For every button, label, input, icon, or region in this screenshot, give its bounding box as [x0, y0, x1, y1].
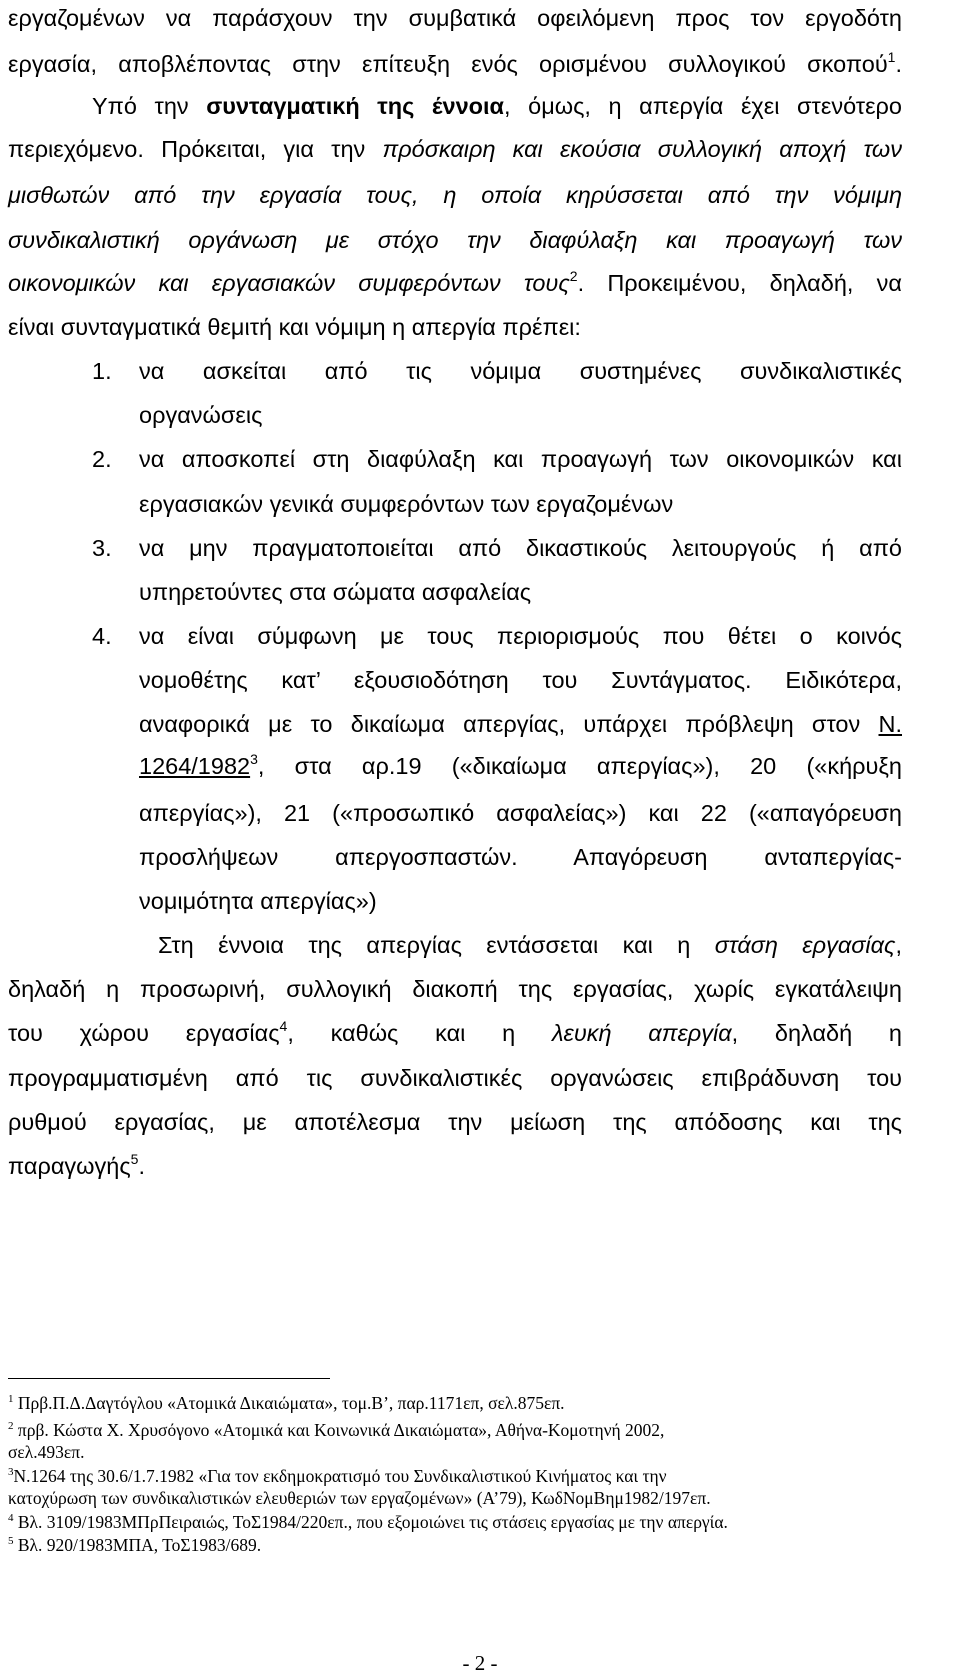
italic-phrase: πρόσκαιρη και εκούσια συλλογική αποχή των: [382, 136, 902, 162]
list-item: υπηρετούντες στα σώματα ασφαλείας: [139, 579, 532, 605]
body-line: ρυθμού εργασίας, με αποτέλεσμα την μείωση της απόδοσης και της: [8, 1109, 902, 1135]
list-item: νομιμότητα απεργίας»): [139, 888, 377, 914]
list-item: να ασκείται από τις νόμιμα συστημένες συνδικαλιστικές: [139, 358, 902, 384]
list-item: απεργίας»), 21 («προσωπικό ασφαλείας») και 22 («απαγόρευση: [139, 800, 902, 826]
list-item: να μην πραγματοποιείται από δικαστικούς λειτουργούς ή από: [139, 535, 902, 561]
list-item: να είναι σύμφωνη με τους περιορισμούς που θέτει ο κοινός: [139, 623, 902, 649]
body-line: εργαζομένων να παράσχουν την συμβατικά οφειλόμενη προς τον εργοδότη: [8, 5, 902, 31]
footnote: $^1$ Πρβ.Π.Δ.Δαγτόγλου «Ατομικά Δικαιώματα», τομ.Β’, παρ.1171επ, σελ.875επ.: [8, 1393, 565, 1413]
footnote-separator: [8, 1378, 330, 1379]
body-line: μισθωτών από την εργασία τους, η οποία κηρύσσεται από την νόμιμη: [8, 182, 902, 208]
list-number: 1.: [92, 358, 112, 384]
italic-phrase: οικονομικών και εργασιακών συμφερόντων τους: [8, 270, 570, 296]
italic-phrase: στάση εργασίας: [714, 932, 896, 958]
footnote: $^2$ πρβ. Κώστα Χ. Χρυσόγονο «Ατομικά και Κοινωνικά Δικαιώματα», Αθήνα-Κομοτηνή 2002,: [8, 1420, 665, 1440]
body-line: περιεχόμενο. Πρόκειται, για την πρόσκαιρη και εκούσια συλλογική αποχή των: [8, 136, 902, 162]
body-line: είναι συνταγματικά θεμιτή και νόμιμη η απεργία πρέπει:: [8, 314, 581, 340]
body-line: συνδικαλιστική οργάνωση με στόχο την διαφύλαξη και προαγωγή των: [8, 227, 902, 253]
body-line: εργασία, αποβλέποντας στην επίτευξη ενός ορισμένου συλλογικού σκοπού$^1$.: [8, 49, 902, 77]
footnote-ref[interactable]: 2: [569, 268, 578, 284]
law-link[interactable]: Ν.: [878, 711, 902, 737]
footnote: $^4$ Βλ. 3109/1983ΜΠρΠειραιώς, ΤοΣ1984/220επ., που εξομοιώνει τις στάσεις εργασίας με την απεργία.: [8, 1512, 728, 1532]
body-line: του χώρου εργασίας$^4$, καθώς και η λευκή απεργία, δηλαδή η: [8, 1018, 902, 1046]
list-item: να αποσκοπεί στη διαφύλαξη και προαγωγή των οικονομικών και: [139, 446, 902, 472]
body-line: δηλαδή η προσωρινή, συλλογική διακοπή της εργασίας, χωρίς εγκατάλειψη: [8, 976, 902, 1002]
italic-phrase: λευκή απεργία: [551, 1020, 732, 1046]
footnote-continuation: σελ.493επ.: [8, 1442, 85, 1462]
law-link[interactable]: 1264/1982: [139, 753, 251, 779]
footnote-ref[interactable]: 4: [279, 1018, 288, 1034]
footnote-ref[interactable]: 3: [250, 751, 258, 767]
page-number: - 2 -: [462, 1651, 498, 1675]
footnote: $^3$N.1264 της 30.6/1.7.1982 «Για τον εκδημοκρατισμό του Συνδικαλιστικού Κινήματος και την: [8, 1466, 667, 1486]
list-item: αναφορικά με το δικαίωμα απεργίας, υπάρχει πρόβλεψη στον Ν.: [139, 711, 902, 737]
body-line: οικονομικών και εργασιακών συμφερόντων τους$^2$. Προκειμένου, δηλαδή, να: [8, 268, 902, 296]
bold-phrase: συνταγματική της έννοια: [206, 93, 505, 119]
footnote-ref[interactable]: 5: [130, 1151, 139, 1167]
footnote-continuation: κατοχύρωση των συνδικαλιστικών ελευθεριών των εργαζομένων» (Α’79), ΚωδΝομΒημ1982/197επ.: [8, 1488, 711, 1508]
list-number: 3.: [92, 535, 112, 561]
list-item: νομοθέτης κατ’ εξουσιοδότηση του Συντάγματος. Ειδικότερα,: [139, 667, 902, 693]
body-line: Στη έννοια της απεργίας εντάσσεται και η στάση εργασίας,: [158, 932, 902, 958]
list-item: εργασιακών γενικά συμφερόντων των εργαζομένων: [139, 491, 674, 517]
footnote-ref[interactable]: 1: [887, 49, 896, 65]
body-line: προγραμματισμένη από τις συνδικαλιστικές οργανώσεις επιβράδυνση του: [8, 1065, 902, 1091]
footnote: $^5$ Βλ. 920/1983ΜΠΑ, ΤοΣ1983/689.: [8, 1535, 262, 1555]
list-item: οργανώσεις: [139, 402, 263, 428]
list-item: προσλήψεων απεργοσπαστών. Απαγόρευση ανταπεργίας-: [139, 844, 902, 870]
body-line: παραγωγής$^5$.: [8, 1151, 145, 1179]
body-line: Υπό την συνταγματική της έννοια, όμως, η απεργία έχει στενότερο: [92, 93, 902, 119]
list-number: 4.: [92, 623, 112, 649]
list-number: 2.: [92, 446, 112, 472]
list-item: 1264/1982$^3$, στα αρ.19 («δικαίωμα απεργίας»), 20 («κήρυξη: [139, 751, 902, 779]
